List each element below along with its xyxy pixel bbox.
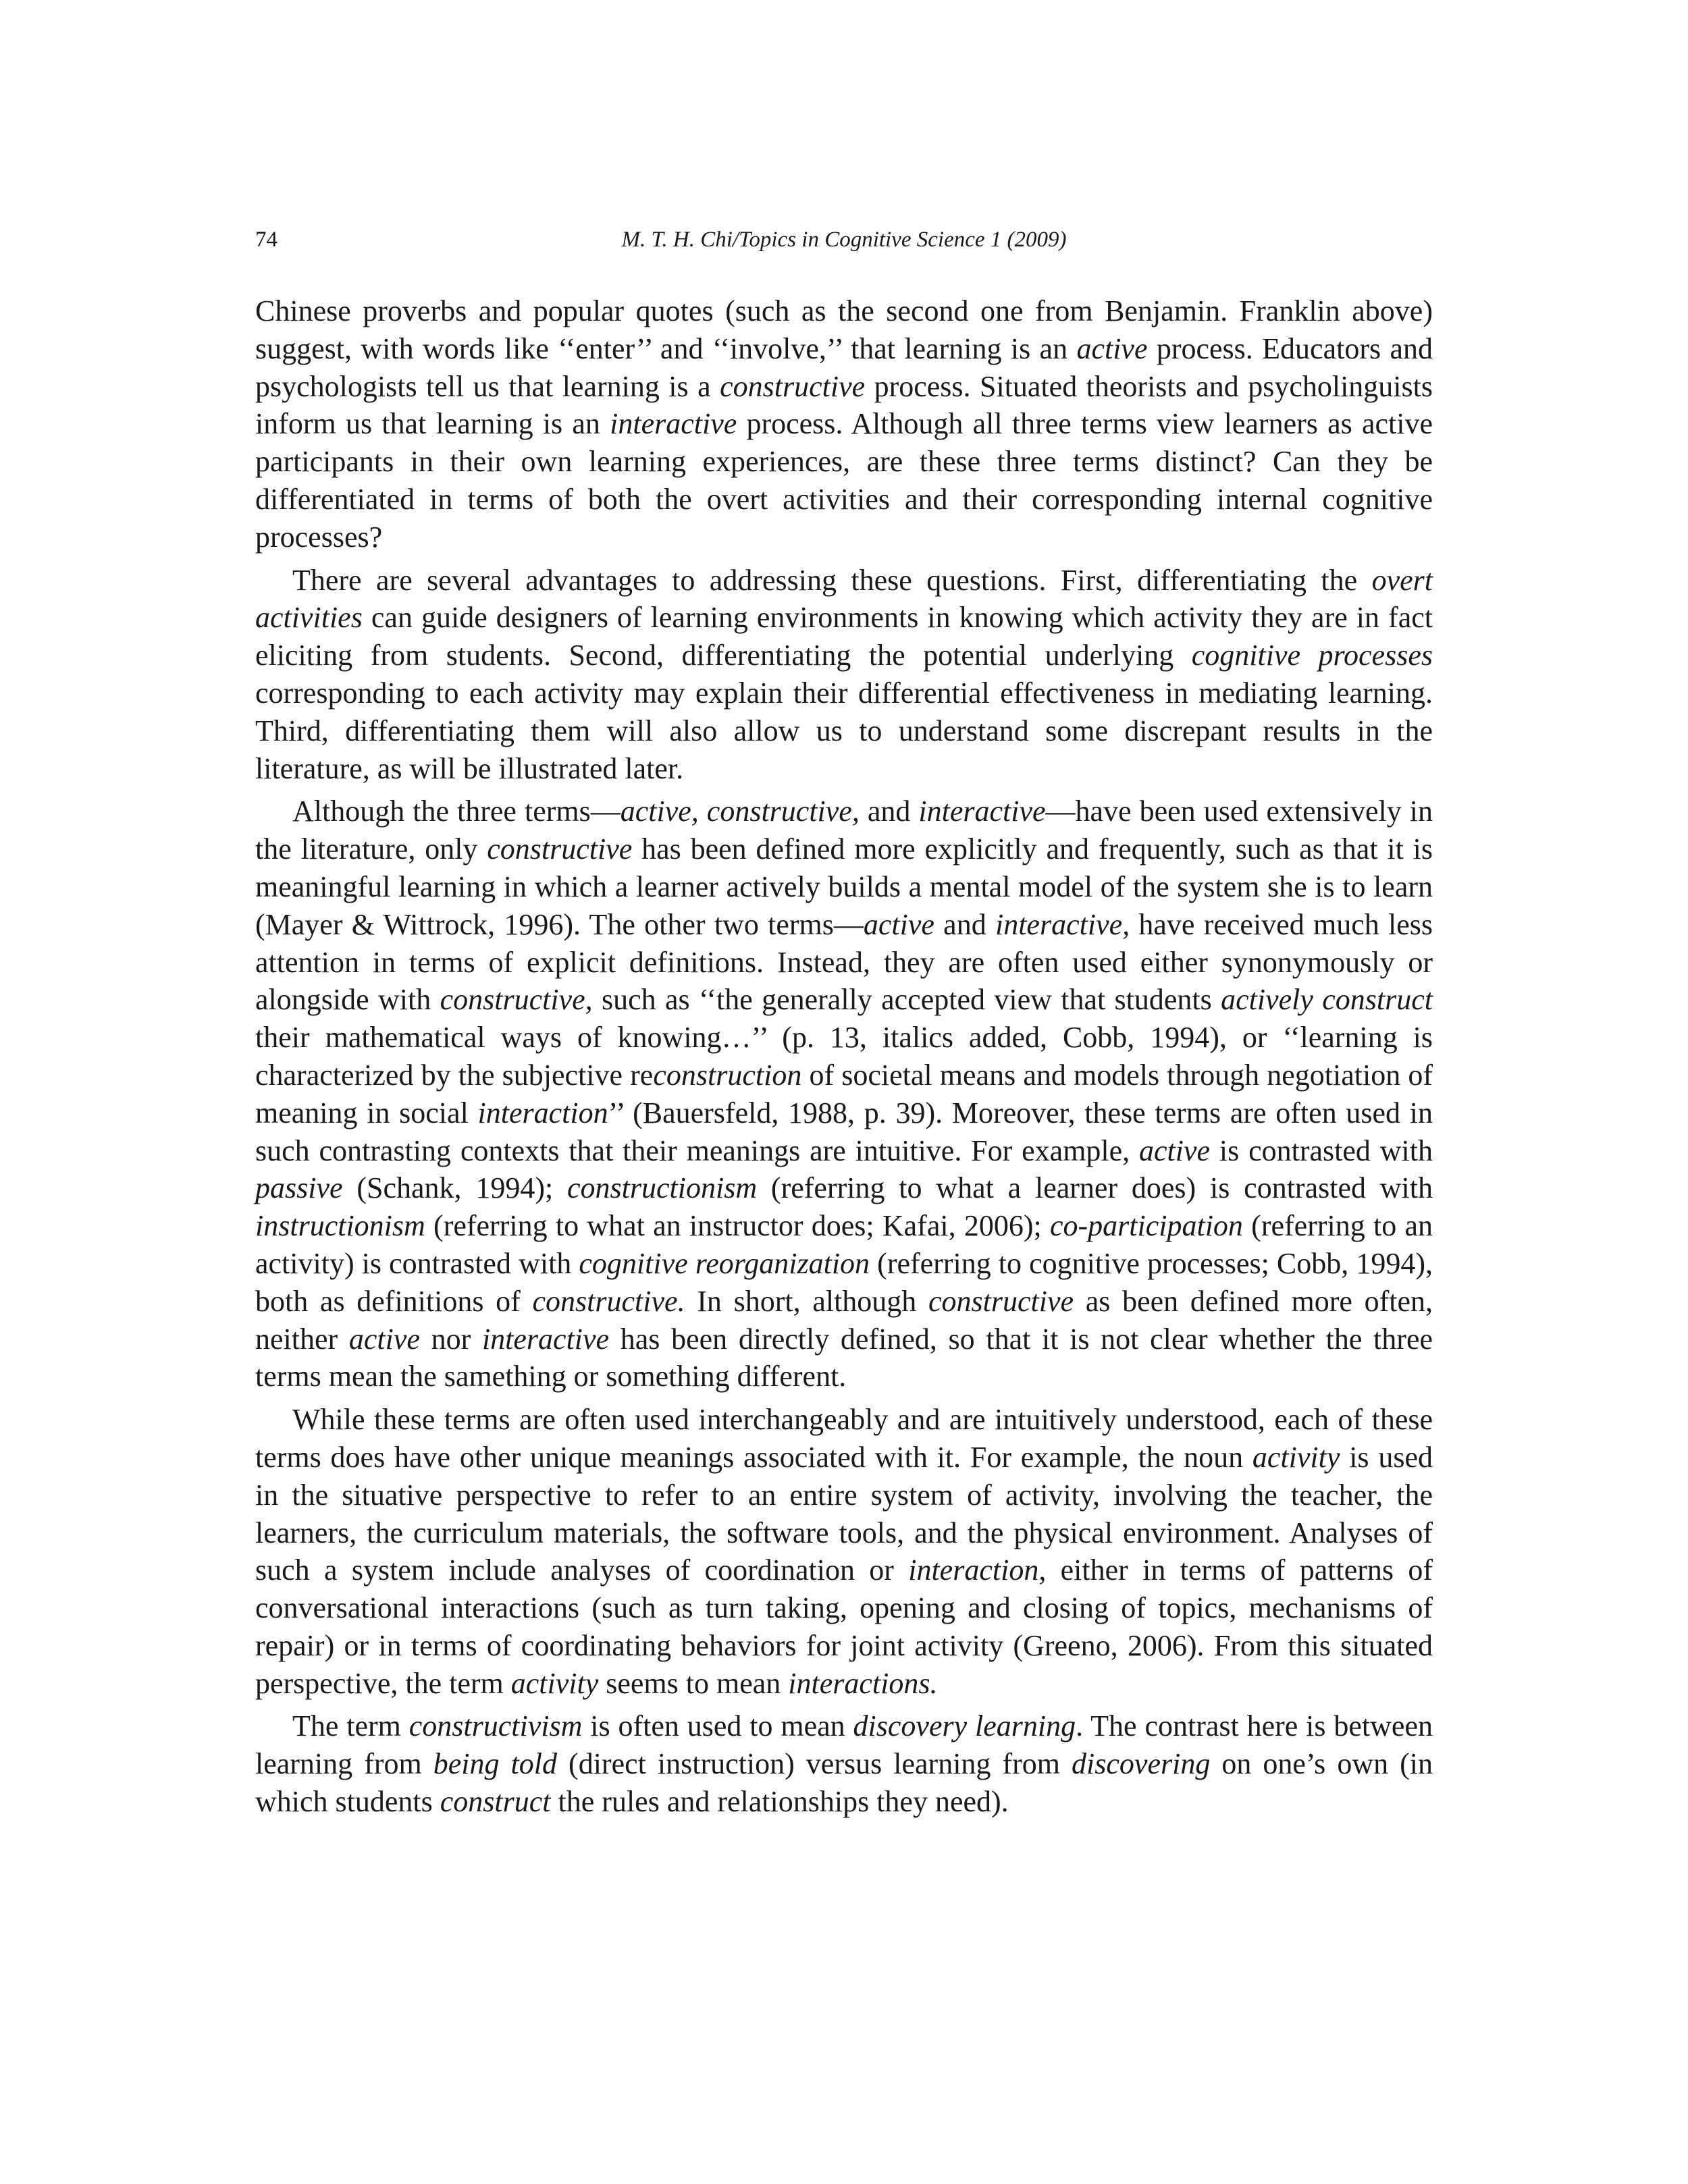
italic-text-run: constructive,: [440, 983, 593, 1017]
italic-text-run: co-participation: [1049, 1209, 1243, 1243]
text-run: Chinese proverbs and popular quotes (such as the second one from Benjamin. Franklin above) suggest, with words like ‘‘enter’’ and ‘‘involve,’’ that learning is an: [255, 294, 1433, 365]
italic-text-run: interactive: [918, 795, 1046, 828]
text-run: —have been used extensively in the literature, only: [255, 795, 1433, 866]
italic-text-run: active: [1076, 331, 1148, 365]
text-run: process. Although all three terms view learners as active participants in their own learning experiences, are these three terms distinct? Can they be differentiated in terms of both the overt activities and their corresponding internal cognitive processes?: [255, 407, 1433, 554]
text-run: (direct instruction) versus learning from: [557, 1747, 1072, 1781]
text-run: on one’s own (in which students: [255, 1747, 1433, 1819]
text-run: their mathematical ways of knowing…’’ (p. 13, italics added, Cobb, 1994), or ‘‘learning is characterized by the subjective re: [255, 1021, 1433, 1092]
text-run: process. Situated theorists and psycholinguists inform us that learning is an: [255, 369, 1433, 441]
text-run: as been defined more often, neither: [255, 1284, 1433, 1356]
italic-text-run: constructive: [487, 832, 633, 866]
italic-text-run: discovering: [1072, 1747, 1211, 1781]
text-run: nor: [419, 1322, 482, 1356]
italic-text-run: interactions.: [788, 1666, 938, 1700]
text-run: is contrasted with: [1210, 1134, 1433, 1167]
text-run: has been directly defined, so that it is not clear whether the three terms mean the samething or something different.: [255, 1322, 1433, 1393]
text-run: (referring to what a learner does) is contrasted with: [757, 1171, 1433, 1205]
paragraph: [255, 562, 1433, 788]
text-run: The term: [292, 1709, 409, 1743]
text-run: the rules and relationships they need).: [550, 1785, 1009, 1819]
paragraph: [255, 292, 1433, 556]
body-text: [255, 292, 1433, 1826]
italic-text-run: constructive: [928, 1284, 1074, 1318]
italic-text-run: passive: [255, 1171, 343, 1205]
italic-text-run: active: [1139, 1134, 1211, 1167]
text-run: (referring to cognitive processes; Cobb, 1994), both as definitions of: [255, 1246, 1433, 1318]
italic-text-run: being told: [433, 1747, 558, 1781]
text-run: There are several advantages to addressing these questions. First, differentiating the: [292, 563, 1372, 597]
italic-text-run: activity: [510, 1666, 599, 1700]
italic-text-run: overt activities: [255, 563, 1433, 635]
text-run: (Schank, 1994);: [342, 1171, 568, 1205]
text-run: ’’ (Bauersfeld, 1988, p. 39). Moreover, these terms are often used in such contrasting contexts that their meanings are intuitive. For example,: [255, 1096, 1433, 1167]
text-run: process. Educators and psychologists tell us that learning is a: [255, 331, 1433, 403]
running-head: M. T. H. Chi/Topics in Cognitive Science 1 (2009): [621, 228, 1067, 252]
text-run: and: [934, 907, 995, 941]
italic-text-run: activity: [1252, 1440, 1340, 1474]
italic-text-run: constructionism: [567, 1171, 758, 1205]
text-run: has been defined more explicitly and frequently, such as that it is meaningful learning in which a learner actively builds a mental model of the system she is to learn (Mayer & Wittrock, 1996). The other two terms—: [255, 832, 1433, 941]
paragraph: [255, 1401, 1433, 1702]
text-run: is used in the situative perspective to refer to an entire system of activity, involving the teacher, the learners, the curriculum materials, the software tools, and the physical environment. Analyses of such a system include analyses of coordination or: [255, 1440, 1433, 1587]
italic-text-run: interaction: [477, 1096, 608, 1129]
italic-text-run: interactive,: [995, 907, 1130, 941]
text-run: seems to mean: [598, 1666, 789, 1700]
text-run: Although the three terms—: [292, 795, 621, 828]
italic-text-run: actively construct: [1221, 983, 1433, 1017]
italic-text-run: interactive: [610, 407, 737, 441]
italic-text-run: discovery learning: [853, 1709, 1076, 1743]
text-run: While these terms are often used interchangeably and are intuitively understood, each of these terms does have other unique meanings associated with it. For example, the noun: [255, 1403, 1433, 1474]
running-header: [255, 221, 1433, 259]
text-run: such as ‘‘the generally accepted view that students: [592, 983, 1221, 1017]
text-run: of societal means and models through negotiation of meaning in social: [255, 1058, 1433, 1129]
italic-text-run: interactive: [481, 1322, 610, 1356]
page-number: 74: [255, 228, 278, 252]
italic-text-run: construct: [440, 1785, 551, 1819]
italic-text-run: cognitive reorganization: [579, 1246, 870, 1280]
text-run: In short, although: [685, 1284, 928, 1318]
text-run: can guide designers of learning environments in knowing which activity they are in fact eliciting from students. Second, differentiating the potential underlying: [255, 601, 1433, 672]
italic-text-run: active, constructive,: [620, 795, 860, 828]
italic-text-run: cognitive processes: [1191, 639, 1433, 672]
text-run: (referring to what an instructor does; Kafai, 2006);: [425, 1209, 1050, 1243]
text-run: have received much less attention in terms of explicit definitions. Instead, they are often used either synonymously or alongside with: [255, 907, 1433, 1017]
italic-text-run: constructive.: [532, 1284, 685, 1318]
text-run: . The contrast here is between learning from: [255, 1709, 1433, 1781]
italic-text-run: active: [863, 907, 934, 941]
text-run: , either in terms of patterns of conversational interactions (such as turn taking, opening and closing of topics, mechanisms of repair) or in terms of coordinating behaviors for joint activity (Greeno, 2006). From this situated perspective, the term: [255, 1553, 1433, 1700]
italic-text-run: instructionism: [255, 1209, 425, 1243]
text-run: and: [859, 795, 919, 828]
italic-text-run: construction: [653, 1058, 802, 1092]
italic-text-run: interaction: [908, 1553, 1039, 1587]
italic-text-run: constructivism: [408, 1709, 583, 1743]
paragraph: [255, 793, 1433, 1395]
text-run: (referring to an activity) is contrasted with: [255, 1209, 1433, 1280]
text-run: corresponding to each activity may explain their differential effectiveness in mediating learning. Third, differentiating them will also allow us to understand some discrepant results in the literature, as will be illustrated later.: [255, 676, 1433, 785]
text-run: is often used to mean: [582, 1709, 853, 1743]
italic-text-run: constructive: [720, 369, 866, 403]
italic-text-run: active: [348, 1322, 420, 1356]
paragraph: [255, 1707, 1433, 1820]
